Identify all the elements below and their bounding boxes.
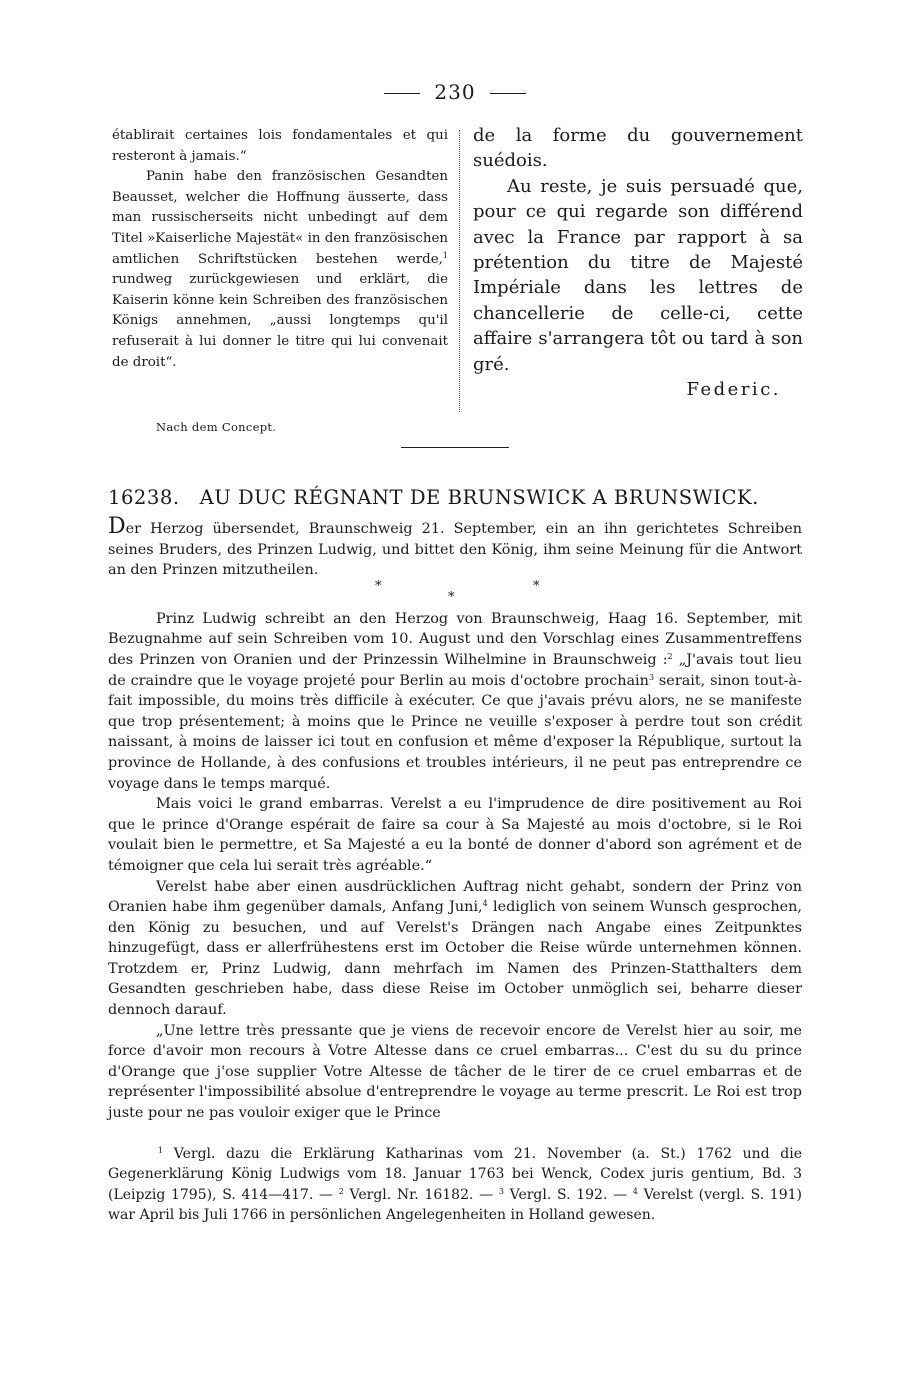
section-rule xyxy=(401,447,509,448)
body-paragraph-2: Mais voici le grand embarras. Verelst a eu l'imprudence de dire positivement au Roi que le prince d'Orange espérait de faire sa cour à Sa Majesté au mois d'octobre, si le Roi voulait bien le permettre, et Sa Majesté a eu la bonté de donner d'abord son agrément et de témoigner que cela lui serait très agréable.“ xyxy=(108,796,802,874)
left-paragraph-2-text-a: Panin habe den französischen Gesandten Beausset, welcher die Hoffnung äusserte, dass man russischerseits nicht unbedingt auf dem Titel »Kaiserliche Majestät« in den französischen amtlichen Schriftstücken bestehen werde, xyxy=(112,169,448,267)
body-paragraph-1-text-a: Prinz Ludwig schreibt an den Herzog von Braunschweig, Haag 16. September, mit Bezugnahme auf sein Schreiben vom 10. August und den Vorschlag eines Zusammentreffens des Prinzen von Oranien und der Prinzessin Wilhelmine in Braunschweig : xyxy=(108,610,802,668)
footnote-4-text: Verelst (vergl. S. 191) war April bis Juli 1766 in persönlichen Angelegenheiten in Holland gewesen. xyxy=(108,1186,802,1224)
page-number-line xyxy=(108,80,802,104)
asterism-star-left: * xyxy=(375,578,382,594)
footnote-3-marker: 3 xyxy=(498,1186,504,1196)
asterism-star-center: * xyxy=(448,589,455,605)
footnote-2-text: Vergl. Nr. 16182. — xyxy=(343,1186,499,1203)
letter-title: AU DUC RÉGNANT DE BRUNSWICK A BRUNSWICK. xyxy=(199,486,759,509)
left-column xyxy=(112,126,448,373)
summary-initial: D xyxy=(108,514,126,539)
asterism xyxy=(108,578,802,609)
footnotes xyxy=(108,1144,802,1226)
asterism-star-right: * xyxy=(533,578,540,594)
letter-heading xyxy=(108,486,802,509)
body-paragraph-1-text-c: serait, sinon tout-à-fait impossible, du moins très difficile à exécuter. Ce que j'avais prévu alors, ne se manifeste que trop présentement; à moins que le Prince ne veuille s'exposer à perdre tout son crédit naissant, à moins de laisser ici tout en confusion et même d'exposer la République, surtout la province de Hollande, à des confusions et troubles intérieurs, il ne peut pas entreprendre ce voyage dans le temps marqué. xyxy=(108,672,802,792)
body-paragraph-1-text-b: „J'avais tout lieu de craindre que le voyage projeté pour Berlin au mois d'octobre prochain xyxy=(108,651,802,689)
source-note: Nach dem Concept. xyxy=(156,420,277,434)
left-paragraph-2 xyxy=(112,167,448,373)
column-divider xyxy=(459,130,460,412)
body-paragraph-3-text-b: lediglich von seinem Wunsch gesprochen, den König zu besuchen, und auf Verelst's Drängen nach Angabe eines Zeitpunktes hinzugefügt, dass er allerfrühestens erst im October die Reise würde unternehmen können. Trotzdem er, Prinz Ludwig, dann mehrfach im Namen des Prinzen-Statthalters dem Gesandten geschrieben habe, dass diese Reise im October unmöglich sei, beharre dieser dennoch darauf. xyxy=(108,899,802,1019)
body-paragraph-3 xyxy=(108,877,802,1021)
footnote-1-marker: 1 xyxy=(158,1145,164,1155)
footnotes-paragraph xyxy=(108,1144,802,1226)
page-number-dash-right xyxy=(490,93,526,94)
summary-text: er Herzog übersendet, Braunschweig 21. September, ein an ihn gerichtetes Schreiben seines Bruders, des Prinzen Ludwig, und bittet den König, ihm seine Meinung für die Antwort an den Prinzen mitzutheilen. xyxy=(108,521,802,579)
letter-number: 16238. xyxy=(108,486,180,509)
page-number-dash-left xyxy=(384,93,420,94)
footnote-4-marker: 4 xyxy=(632,1186,638,1196)
right-paragraph-1: de la forme du gouvernement suédois. xyxy=(473,125,803,172)
footnote-ref-2: 2 xyxy=(667,651,673,661)
footnote-1-text: Vergl. dazu die Erklärung Katharinas vom 21. November (a. St.) 1762 und die Gegenerklärung König Ludwigs vom 18. Januar 1763 bei Wenck, Codex juris gentium, Bd. 3 (Leipzig 1795), S. 414—417. — xyxy=(108,1145,802,1203)
document-page xyxy=(108,80,802,1226)
footnote-2-marker: 2 xyxy=(338,1186,344,1196)
body-paragraph-1 xyxy=(108,609,802,794)
footnote-3-text: Vergl. S. 192. — xyxy=(503,1186,633,1203)
two-column-section xyxy=(108,126,802,416)
footnote-ref-4: 4 xyxy=(482,899,488,909)
page-number: 230 xyxy=(434,80,476,104)
body-paragraph-4: „Une lettre très pressante que je viens de recevoir encore de Verelst hier au soir, me force d'avoir mon recours à Votre Altesse dans ce cruel embarras... C'est du su du prince d'Orange que j'ose supplier Votre Altesse de tâcher de le tirer de ce cruel embarras et de représenter l'impossibilité absolue d'entreprendre le voyage au terme prescrit. Le Roi est trop juste pour ne pas vouloir exiger que le Prince xyxy=(108,1022,802,1122)
body-paragraph-3-text-a: Verelst habe aber einen ausdrücklichen Auftrag nicht gehabt, sondern der Prinz von Oranien habe ihm gegenüber damals, Anfang Juni, xyxy=(108,878,802,916)
signature: Federic. xyxy=(686,379,781,401)
right-column xyxy=(473,123,803,402)
letter-summary xyxy=(108,514,802,581)
footnote-ref-3: 3 xyxy=(648,672,655,682)
right-paragraph-2: Au reste, je suis persuadé que, pour ce qui regarde son différend avec la France par rapport à sa prétention du titre de Majesté Impériale dans les lettres de chancellerie de celle-ci, cette affaire s'arrangera tôt ou tard à son gré. xyxy=(473,175,803,375)
footnote-ref-1: 1 xyxy=(442,250,448,260)
letter-body xyxy=(108,609,802,1124)
left-paragraph-2-text-b: rundweg zurückgewiesen und erklärt, die Kaiserin könne kein Schreiben des französischen Königs annehmen, „aussi longtemps qu'il refuserait à lui donner le titre qui lui convenait de droit“. xyxy=(112,272,448,370)
left-paragraph-1: établirait certaines lois fondamentales et qui resteront à jamais.“ xyxy=(112,128,448,164)
